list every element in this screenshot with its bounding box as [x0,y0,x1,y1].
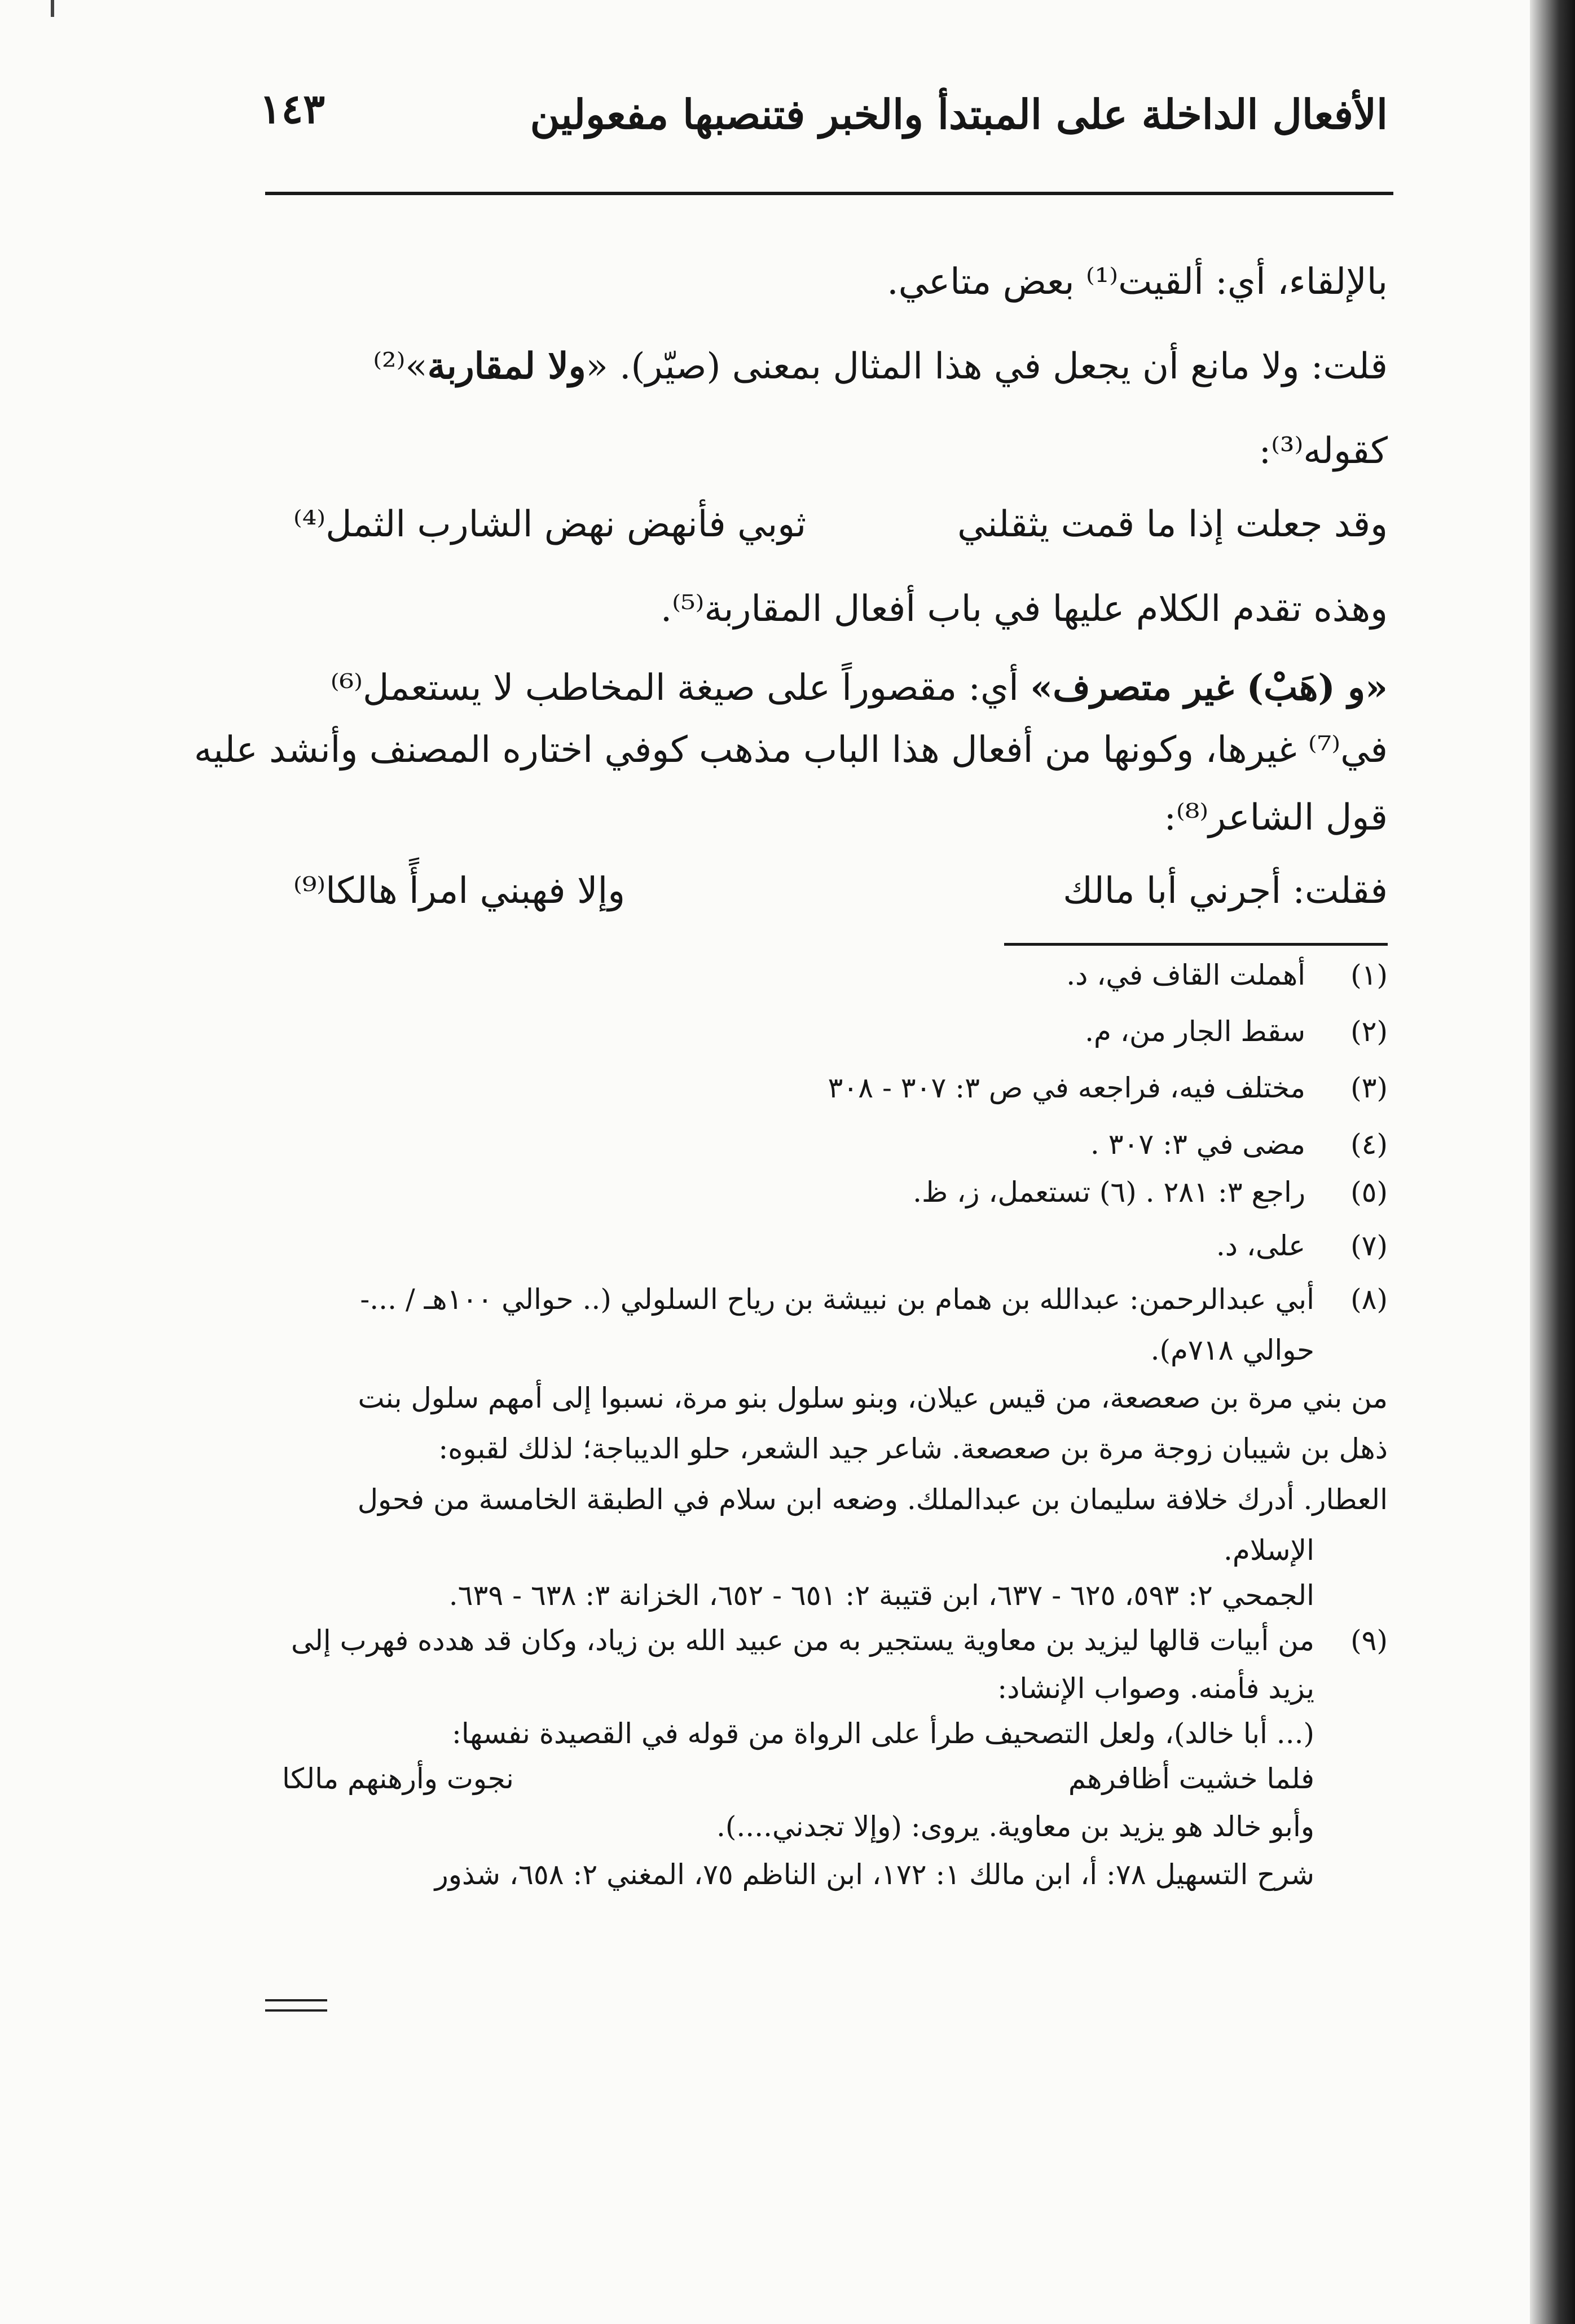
body-line-3: كقوله⁽³⁾: [1259,430,1388,472]
footnote-8-line-4: ذهل بن شيبان زوجة مرة بن صعصعة. شاعر جيد الشعر، حلو الديباجة؛ لذلك لقبوه: [438,1432,1388,1465]
body-line-7: في⁽⁷⁾ غيرها، وكونها من أفعال هذا الباب مذهب كوفي اختاره المصنف وأنشد عليه [193,729,1388,771]
header-rule [265,192,1393,195]
page-number: ١٤٣ [259,85,325,133]
footnote-9-verse [282,1762,1314,1796]
footnote-8-line-6: الإسلام. [1224,1534,1314,1567]
line6-text: أي: مقصوراً على صيغة المخاطب لا يستعمل⁽⁶⁾ [330,667,1031,709]
line2-close: »⁽²⁾ [373,346,428,387]
footnote-9-verse-first: فلما خشيت أظافرهم [1068,1762,1314,1795]
footnote-8: (٨) أبي عبدالرحمن: عبدالله بن همام بن نبيشة بن رياح السلولي (.. حوالي ١٠٠هـ / ...- [360,1283,1388,1316]
footnote-8-line-1: أبي عبدالرحمن: عبدالله بن همام بن نبيشة بن رياح السلولي (.. حوالي ١٠٠هـ / ...- [360,1283,1314,1316]
page-header [259,73,1388,169]
footnote-9-line-3: (... أبا خالد)، ولعل التصحيف طرأ على الرواة من قوله في القصيدة نفسها: [451,1717,1314,1750]
footnote-9-line-4: وأبو خالد هو يزيد بن معاوية. يروى: (وإلا تجدني....). [716,1810,1314,1843]
verse-2-second-hemistich: وإلا فهبني امرأً هالكا⁽⁹⁾ [293,870,626,912]
body-line-1: بالإلقاء، أي: ألقيت⁽¹⁾ بعض متاعي. [887,261,1388,303]
footnote-8-line-7: الجمحي ٢: ٥٩٣، ٦٢٥ - ٦٣٧، ابن قتيبة ٢: ٦٥١ - ٦٥٢، الخزانة ٣: ٦٣٨ - ٦٣٩. [448,1579,1314,1612]
verse-1-second-hemistich: ثوبي فأنهض نهض الشارب الثمل⁽⁴⁾ [293,504,807,545]
footnote-9-line-1: من أبيات قالها ليزيد بن معاوية يستجير به من عبيد الله بن زياد، وكان قد هدده فهرب إلى [291,1624,1314,1657]
matn-quote-2: «و (هَبْ) غير متصرف» [1030,667,1388,709]
running-title: الأفعال الداخلة على المبتدأ والخبر فتنصبها مفعولين [530,90,1388,138]
verse-1 [293,479,1388,545]
footnote-5-6: (٥) راجع ٣: ٢٨١ . (٦) تستعمل، ز، ظ. [913,1176,1388,1209]
footnote-8-line-2: حوالي ٧١٨م). [1150,1334,1314,1366]
footnote-8-line-5: العطار. أدرك خلافة سليمان بن عبدالملك. وضعه ابن سلام في الطبقة الخامسة من فحول [357,1483,1388,1516]
footnote-8-line-3: من بني مرة بن صعصعة، من قيس عيلان، وبنو سلول بنو مرة، نسبوا إلى أمهم سلول بنت [358,1382,1388,1414]
verse-2 [293,846,1388,912]
verse-1-first-hemistich: وقد جعلت إذا ما قمت يثقلني [957,504,1388,545]
body-line-8: قول الشاعر⁽⁸⁾: [1164,797,1388,839]
footnote-2: (٢) سقط الجار من، م. [1085,1015,1388,1048]
body-line-2 [373,321,1388,412]
line2-text: قلت: ولا مانع أن يجعل في هذا المثال بمعنى (صيّر). « [586,346,1388,387]
footnote-1: (١) أهملت القاف في، د. [1066,959,1388,991]
footnote-3: (٣) مختلف فيه، فراجعه في ص ٣: ٣٠٧ - ٣٠٨ [828,1071,1388,1104]
footnote-9-line-2: يزيد فأمنه. وصواب الإنشاد: [997,1672,1314,1705]
footnote-9: (٩) من أبيات قالها ليزيد بن معاوية يستجير به من عبيد الله بن زياد، وكان قد هدده فهرب إلى [291,1624,1388,1657]
footnote-9-line-5: شرح التسهيل ٧٨: أ، ابن مالك ١: ١٧٢، ابن الناظم ٧٥، المغني ٢: ٦٥٨، شذور [434,1858,1314,1891]
footnote-9-verse-second: نجوت وأرهنهم مالكا [282,1762,514,1795]
scan-shadow-edge [1530,0,1575,2324]
footnote-4: (٤) مضى في ٣: ٣٠٧ . [1090,1128,1388,1161]
matn-quote-1: ولا لمقاربة [427,345,586,387]
verse-2-first-hemistich: فقلت: أجرني أبا مالك [1063,870,1388,912]
scan-mark [51,0,54,17]
double-underline-mark [265,1999,327,2012]
footnote-7: (٧) على، د. [1216,1229,1388,1262]
body-line-5: وهذه تقدم الكلام عليها في باب أفعال المقاربة⁽⁵⁾. [660,588,1388,630]
footnote-rule [1004,943,1388,946]
